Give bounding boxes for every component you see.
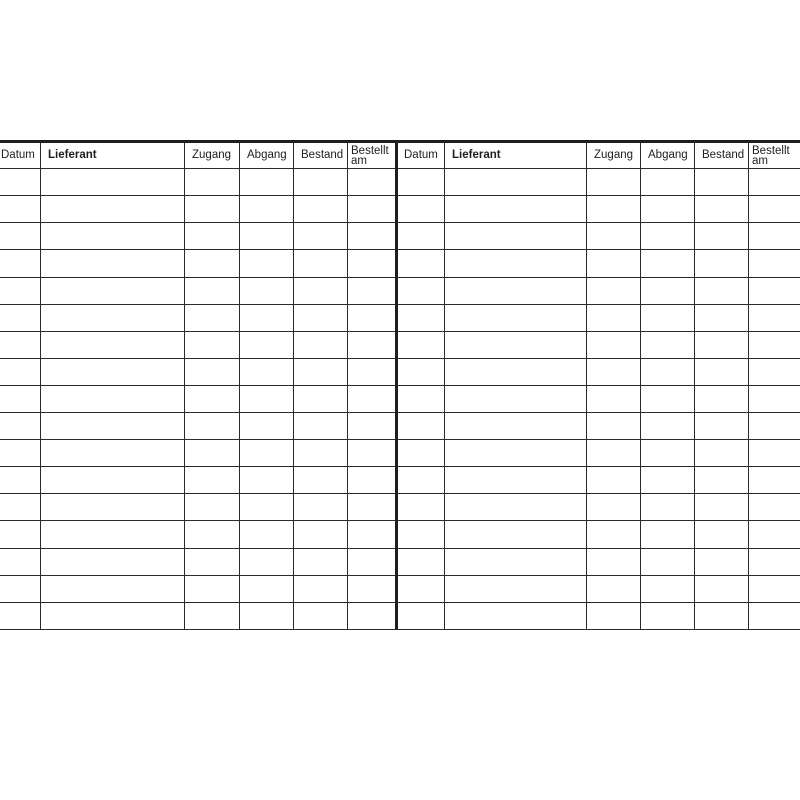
cell-datum-right[interactable] (398, 413, 443, 438)
cell-zugang-left[interactable] (185, 521, 238, 547)
cell-lieferant-left[interactable] (41, 250, 183, 276)
cell-lieferant-right[interactable] (445, 521, 585, 547)
cell-datum-left[interactable] (1, 413, 39, 438)
cell-lieferant-left[interactable] (41, 576, 183, 601)
cell-bestand-left[interactable] (294, 494, 346, 519)
cell-datum-right[interactable] (398, 223, 443, 248)
cell-bestellt-left[interactable] (348, 305, 394, 330)
header-bestand-right: Bestand (702, 149, 745, 161)
cell-zugang-left[interactable] (185, 576, 238, 601)
cell-zugang-left[interactable] (185, 549, 238, 574)
cell-bestellt-right[interactable] (749, 603, 799, 628)
cell-zugang-right[interactable] (587, 413, 639, 438)
cell-bestand-left[interactable] (294, 521, 346, 547)
cell-bestellt-left[interactable] (348, 332, 394, 357)
cell-bestand-left[interactable] (294, 332, 346, 357)
cell-zugang-left[interactable] (185, 467, 238, 492)
cell-bestand-left[interactable] (294, 250, 346, 276)
cell-datum-left[interactable] (1, 359, 39, 384)
cell-bestellt-left[interactable] (348, 494, 394, 519)
cell-datum-right[interactable] (398, 278, 443, 303)
cell-abgang-left[interactable] (240, 386, 292, 411)
cell-abgang-left[interactable] (240, 549, 292, 574)
header-lieferant-right: Lieferant (452, 149, 501, 161)
cell-bestellt-right[interactable] (749, 359, 799, 384)
header-zugang-right: Zugang (594, 149, 634, 161)
cell-abgang-left[interactable] (240, 521, 292, 547)
cell-bestand-left[interactable] (294, 169, 346, 194)
cell-bestellt-left[interactable] (348, 576, 394, 601)
cell-abgang-left[interactable] (240, 332, 292, 357)
cell-bestand-left[interactable] (294, 549, 346, 574)
cell-lieferant-right[interactable] (445, 494, 585, 519)
cell-lieferant-right[interactable] (445, 549, 585, 574)
cell-zugang-left[interactable] (185, 603, 238, 628)
cell-zugang-right[interactable] (587, 278, 639, 303)
cell-datum-left[interactable] (1, 332, 39, 357)
cell-lieferant-right[interactable] (445, 467, 585, 492)
cell-datum-left[interactable] (1, 494, 39, 519)
cell-lieferant-right[interactable] (445, 223, 585, 248)
cell-lieferant-left[interactable] (41, 549, 183, 574)
cell-zugang-right[interactable] (587, 576, 639, 601)
cell-zugang-left[interactable] (185, 413, 238, 438)
cell-zugang-right[interactable] (587, 386, 639, 411)
header-bestellt-left: Bestellt am (351, 145, 389, 167)
cell-bestand-right[interactable] (695, 494, 747, 519)
cell-datum-right[interactable] (398, 386, 443, 411)
cell-lieferant-left[interactable] (41, 440, 183, 465)
cell-abgang-right[interactable] (641, 223, 693, 248)
cell-bestand-left[interactable] (294, 359, 346, 384)
cell-abgang-right[interactable] (641, 305, 693, 330)
cell-datum-left[interactable] (1, 440, 39, 465)
cell-bestellt-right[interactable] (749, 250, 799, 276)
cell-abgang-left[interactable] (240, 494, 292, 519)
cell-datum-right[interactable] (398, 440, 443, 465)
cell-bestand-left[interactable] (294, 305, 346, 330)
cell-bestand-left[interactable] (294, 576, 346, 601)
cell-lieferant-left[interactable] (41, 305, 183, 330)
cell-bestand-right[interactable] (695, 603, 747, 628)
cell-lieferant-right[interactable] (445, 250, 585, 276)
cell-bestellt-right[interactable] (749, 440, 799, 465)
cell-zugang-left[interactable] (185, 196, 238, 221)
cell-bestellt-left[interactable] (348, 359, 394, 384)
cell-zugang-right[interactable] (587, 305, 639, 330)
cell-bestellt-right[interactable] (749, 332, 799, 357)
cell-lieferant-left[interactable] (41, 332, 183, 357)
cell-bestand-right[interactable] (695, 549, 747, 574)
cell-bestellt-right[interactable] (749, 549, 799, 574)
header-bestand-left: Bestand (301, 149, 344, 161)
cell-bestellt-left[interactable] (348, 196, 394, 221)
cell-bestand-right[interactable] (695, 305, 747, 330)
cell-lieferant-right[interactable] (445, 576, 585, 601)
cell-lieferant-left[interactable] (41, 278, 183, 303)
header-abgang-right: Abgang (648, 149, 688, 161)
cell-abgang-left[interactable] (240, 467, 292, 492)
cell-zugang-right[interactable] (587, 196, 639, 221)
cell-datum-right[interactable] (398, 359, 443, 384)
cell-lieferant-left[interactable] (41, 494, 183, 519)
cell-datum-left[interactable] (1, 467, 39, 492)
cell-bestand-right[interactable] (695, 223, 747, 248)
cell-datum-right[interactable] (398, 467, 443, 492)
cell-datum-right[interactable] (398, 494, 443, 519)
header-abgang-left: Abgang (247, 149, 287, 161)
cell-abgang-right[interactable] (641, 603, 693, 628)
cell-abgang-left[interactable] (240, 413, 292, 438)
cell-bestand-left[interactable] (294, 413, 346, 438)
cell-zugang-right[interactable] (587, 250, 639, 276)
cell-abgang-right[interactable] (641, 413, 693, 438)
cell-bestellt-left[interactable] (348, 440, 394, 465)
cell-bestellt-right[interactable] (749, 494, 799, 519)
cell-bestellt-right[interactable] (749, 223, 799, 248)
cell-datum-left[interactable] (1, 386, 39, 411)
row-rule (0, 629, 800, 630)
cell-zugang-right[interactable] (587, 169, 639, 194)
cell-lieferant-right[interactable] (445, 440, 585, 465)
table-top-rule (0, 140, 800, 143)
cell-zugang-right[interactable] (587, 603, 639, 628)
cell-abgang-left[interactable] (240, 196, 292, 221)
cell-lieferant-right[interactable] (445, 169, 585, 194)
cell-abgang-right[interactable] (641, 494, 693, 519)
cell-bestand-left[interactable] (294, 440, 346, 465)
cell-abgang-right[interactable] (641, 332, 693, 357)
cell-abgang-left[interactable] (240, 359, 292, 384)
cell-abgang-left[interactable] (240, 169, 292, 194)
cell-bestellt-left[interactable] (348, 250, 394, 276)
cell-bestand-left[interactable] (294, 278, 346, 303)
cell-bestand-right[interactable] (695, 576, 747, 601)
cell-bestellt-left[interactable] (348, 413, 394, 438)
cell-abgang-right[interactable] (641, 386, 693, 411)
header-datum-right: Datum (404, 149, 438, 161)
cell-datum-left[interactable] (1, 576, 39, 601)
cell-bestellt-left[interactable] (348, 467, 394, 492)
cell-abgang-left[interactable] (240, 576, 292, 601)
cell-zugang-left[interactable] (185, 305, 238, 330)
cell-lieferant-right[interactable] (445, 386, 585, 411)
cell-zugang-right[interactable] (587, 549, 639, 574)
cell-lieferant-right[interactable] (445, 332, 585, 357)
cell-lieferant-left[interactable] (41, 413, 183, 438)
cell-datum-left[interactable] (1, 250, 39, 276)
cell-zugang-right[interactable] (587, 467, 639, 492)
cell-lieferant-left[interactable] (41, 603, 183, 628)
cell-datum-left[interactable] (1, 169, 39, 194)
cell-zugang-left[interactable] (185, 250, 238, 276)
cell-lieferant-left[interactable] (41, 196, 183, 221)
cell-zugang-right[interactable] (587, 521, 639, 547)
cell-lieferant-right[interactable] (445, 305, 585, 330)
cell-zugang-left[interactable] (185, 440, 238, 465)
cell-zugang-right[interactable] (587, 440, 639, 465)
cell-datum-right[interactable] (398, 549, 443, 574)
cell-lieferant-right[interactable] (445, 359, 585, 384)
cell-zugang-left[interactable] (185, 332, 238, 357)
cell-bestand-right[interactable] (695, 521, 747, 547)
cell-bestand-right[interactable] (695, 332, 747, 357)
cell-bestand-left[interactable] (294, 223, 346, 248)
cell-abgang-right[interactable] (641, 549, 693, 574)
header-lieferant-left: Lieferant (48, 149, 97, 161)
cell-lieferant-left[interactable] (41, 359, 183, 384)
cell-zugang-right[interactable] (587, 223, 639, 248)
cell-abgang-left[interactable] (240, 603, 292, 628)
cell-bestand-left[interactable] (294, 603, 346, 628)
cell-bestellt-right[interactable] (749, 169, 799, 194)
cell-datum-right[interactable] (398, 250, 443, 276)
cell-bestand-right[interactable] (695, 386, 747, 411)
cell-bestellt-left[interactable] (348, 223, 394, 248)
cell-datum-left[interactable] (1, 549, 39, 574)
cell-abgang-right[interactable] (641, 521, 693, 547)
cell-bestellt-right[interactable] (749, 521, 799, 547)
cell-bestand-left[interactable] (294, 386, 346, 411)
cell-bestellt-right[interactable] (749, 576, 799, 601)
cell-lieferant-left[interactable] (41, 467, 183, 492)
cell-lieferant-left[interactable] (41, 386, 183, 411)
cell-zugang-left[interactable] (185, 359, 238, 384)
cell-datum-right[interactable] (398, 576, 443, 601)
cell-abgang-right[interactable] (641, 278, 693, 303)
cell-bestellt-left[interactable] (348, 278, 394, 303)
cell-bestand-right[interactable] (695, 278, 747, 303)
cell-lieferant-right[interactable] (445, 196, 585, 221)
cell-zugang-right[interactable] (587, 359, 639, 384)
cell-bestellt-right[interactable] (749, 196, 799, 221)
cell-bestellt-right[interactable] (749, 305, 799, 330)
cell-bestellt-left[interactable] (348, 169, 394, 194)
cell-bestand-right[interactable] (695, 169, 747, 194)
cell-abgang-left[interactable] (240, 278, 292, 303)
cell-datum-right[interactable] (398, 603, 443, 628)
cell-lieferant-right[interactable] (445, 413, 585, 438)
cell-zugang-right[interactable] (587, 332, 639, 357)
cell-zugang-right[interactable] (587, 494, 639, 519)
cell-datum-right[interactable] (398, 332, 443, 357)
header-zugang-left: Zugang (192, 149, 232, 161)
cell-bestand-left[interactable] (294, 467, 346, 492)
cell-zugang-left[interactable] (185, 223, 238, 248)
cell-bestand-right[interactable] (695, 196, 747, 221)
header-datum-left: Datum (1, 149, 35, 161)
header-bestellt-right: Bestellt am (752, 145, 790, 167)
cell-bestellt-left[interactable] (348, 521, 394, 547)
cell-zugang-left[interactable] (185, 169, 238, 194)
cell-bestand-right[interactable] (695, 359, 747, 384)
cell-lieferant-left[interactable] (41, 169, 183, 194)
cell-abgang-right[interactable] (641, 359, 693, 384)
cell-datum-right[interactable] (398, 521, 443, 547)
cell-bestellt-right[interactable] (749, 467, 799, 492)
cell-bestellt-right[interactable] (749, 278, 799, 303)
cell-abgang-right[interactable] (641, 196, 693, 221)
cell-datum-left[interactable] (1, 603, 39, 628)
cell-lieferant-left[interactable] (41, 223, 183, 248)
cell-datum-left[interactable] (1, 305, 39, 330)
cell-lieferant-right[interactable] (445, 278, 585, 303)
cell-zugang-left[interactable] (185, 386, 238, 411)
cell-datum-left[interactable] (1, 223, 39, 248)
cell-abgang-right[interactable] (641, 250, 693, 276)
cell-lieferant-left[interactable] (41, 521, 183, 547)
cell-bestellt-left[interactable] (348, 386, 394, 411)
cell-bestellt-right[interactable] (749, 386, 799, 411)
cell-bestand-right[interactable] (695, 250, 747, 276)
cell-datum-left[interactable] (1, 196, 39, 221)
cell-abgang-right[interactable] (641, 467, 693, 492)
cell-abgang-left[interactable] (240, 223, 292, 248)
cell-bestand-left[interactable] (294, 196, 346, 221)
cell-datum-right[interactable] (398, 169, 443, 194)
cell-bestand-right[interactable] (695, 413, 747, 438)
cell-bestellt-right[interactable] (749, 413, 799, 438)
cell-abgang-left[interactable] (240, 440, 292, 465)
cell-datum-left[interactable] (1, 521, 39, 547)
cell-bestellt-left[interactable] (348, 603, 394, 628)
cell-zugang-left[interactable] (185, 494, 238, 519)
cell-abgang-right[interactable] (641, 169, 693, 194)
cell-abgang-left[interactable] (240, 250, 292, 276)
cell-datum-right[interactable] (398, 305, 443, 330)
cell-bestand-right[interactable] (695, 440, 747, 465)
cell-abgang-left[interactable] (240, 305, 292, 330)
cell-datum-right[interactable] (398, 196, 443, 221)
cell-abgang-right[interactable] (641, 576, 693, 601)
cell-abgang-right[interactable] (641, 440, 693, 465)
stock-ledger-table (0, 141, 800, 659)
cell-bestand-right[interactable] (695, 467, 747, 492)
cell-lieferant-right[interactable] (445, 603, 585, 628)
cell-zugang-left[interactable] (185, 278, 238, 303)
cell-bestellt-left[interactable] (348, 549, 394, 574)
cell-datum-left[interactable] (1, 278, 39, 303)
